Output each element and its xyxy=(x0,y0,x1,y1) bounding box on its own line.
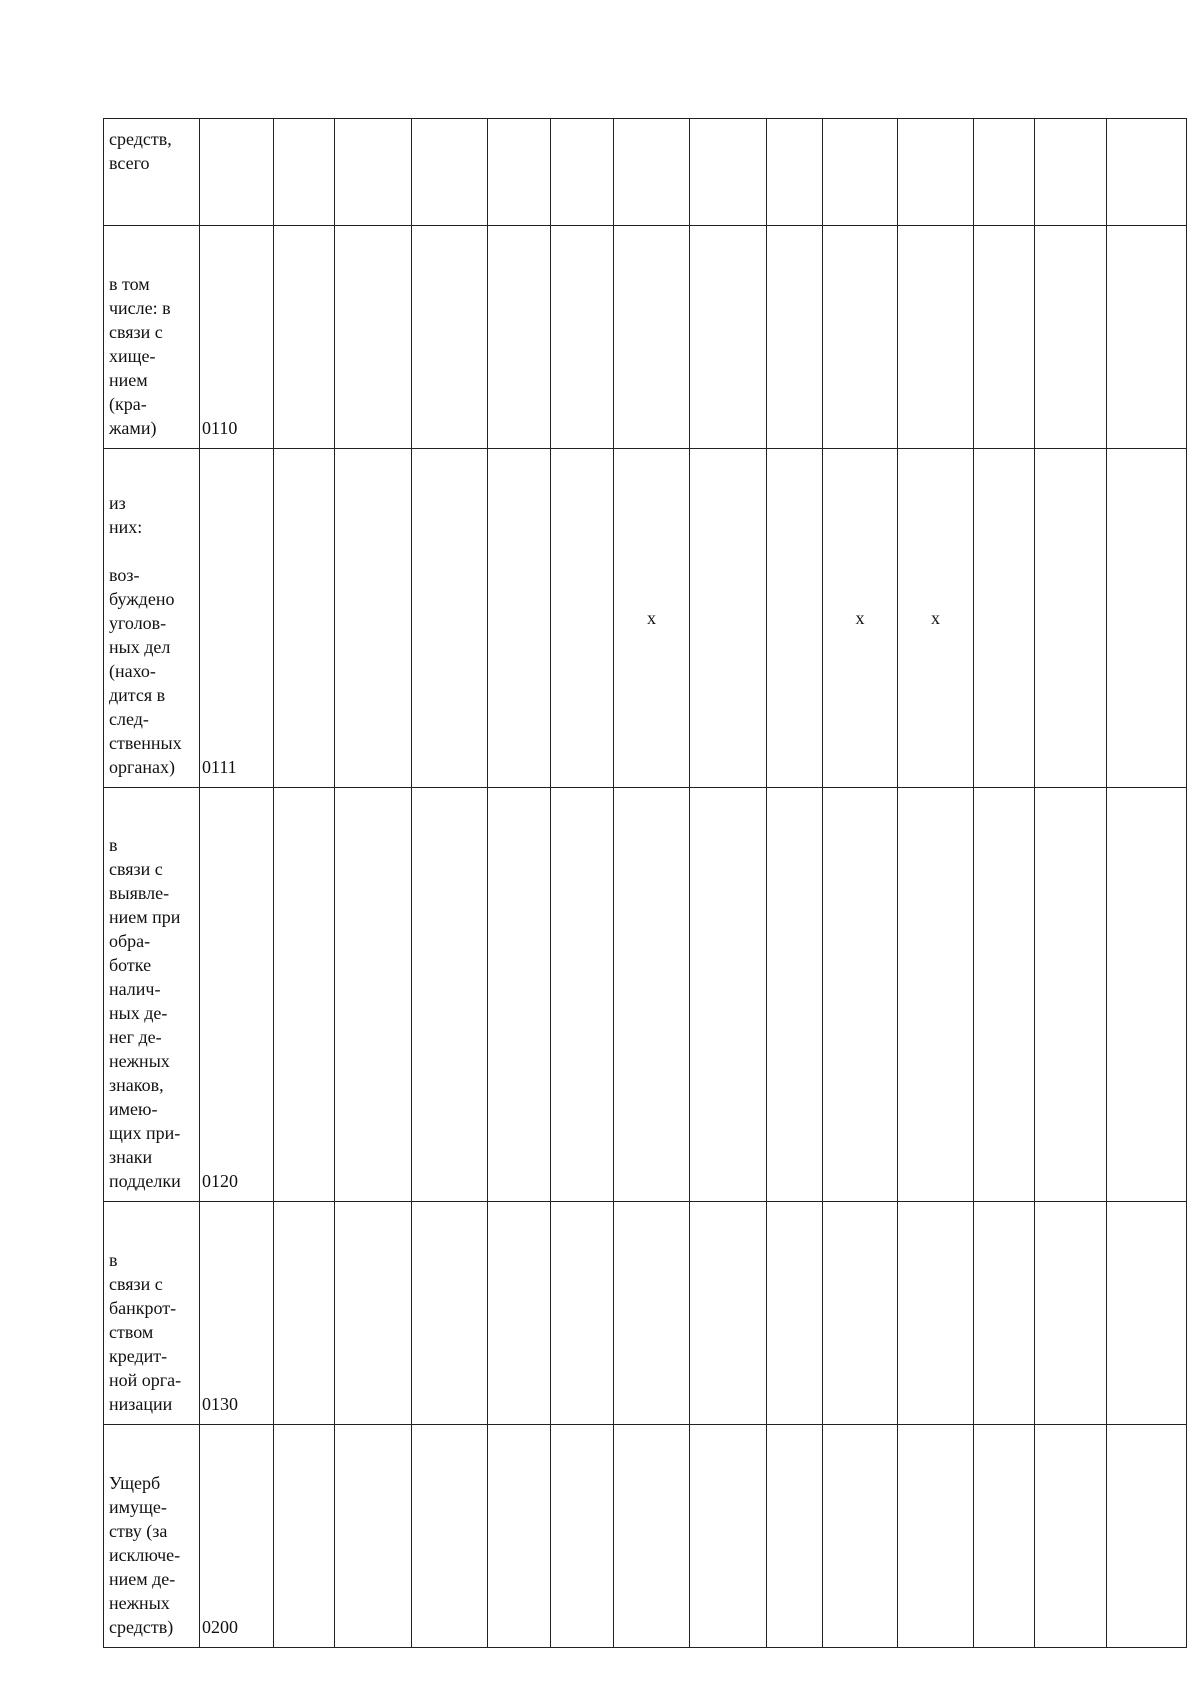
row-label: из них: воз- буждено уголов- ных дел (нахо- дится в след- ственных органах) xyxy=(104,449,200,788)
data-cell xyxy=(488,226,551,449)
data-cell xyxy=(767,119,823,226)
data-cell xyxy=(823,119,898,226)
data-cell xyxy=(690,1202,767,1425)
row-code: 0110 xyxy=(200,226,274,449)
row-label: Ущерб имуще- ству (за исключе- нием де- нежных средств) xyxy=(104,1425,200,1648)
data-cell xyxy=(690,226,767,449)
data-cell xyxy=(1035,226,1107,449)
data-cell xyxy=(274,449,335,788)
data-cell xyxy=(412,226,488,449)
row-code: 0111 xyxy=(200,449,274,788)
data-cell xyxy=(614,226,690,449)
table-row xyxy=(104,119,1187,226)
row-code: 0130 xyxy=(200,1202,274,1425)
data-cell xyxy=(1107,788,1187,1202)
data-cell xyxy=(898,226,974,449)
data-cell xyxy=(898,788,974,1202)
data-cell xyxy=(1035,788,1107,1202)
data-cell xyxy=(898,119,974,226)
data-cell xyxy=(690,788,767,1202)
data-cell xyxy=(767,1425,823,1648)
table-row xyxy=(104,449,1187,788)
data-cell xyxy=(412,449,488,788)
data-cell xyxy=(551,226,614,449)
data-cell xyxy=(614,1202,690,1425)
data-cell xyxy=(412,1425,488,1648)
data-cell xyxy=(1107,119,1187,226)
data-cell xyxy=(412,1202,488,1425)
row-code: 0200 xyxy=(200,1425,274,1648)
data-cell xyxy=(614,1425,690,1648)
data-cell xyxy=(335,119,412,226)
data-cell xyxy=(1107,1202,1187,1425)
cross-mark: x xyxy=(614,449,690,788)
data-cell xyxy=(1035,1202,1107,1425)
data-cell xyxy=(823,226,898,449)
row-label: в связи с выявле- нием при обра- ботке налич- ных де- нег де- нежных знаков, имею- щих при- знаки подделки xyxy=(104,788,200,1202)
data-cell xyxy=(551,788,614,1202)
data-cell xyxy=(551,1425,614,1648)
data-cell xyxy=(823,788,898,1202)
data-cell xyxy=(335,226,412,449)
data-cell xyxy=(767,449,823,788)
data-cell xyxy=(767,1202,823,1425)
data-cell xyxy=(1035,119,1107,226)
data-cell xyxy=(690,449,767,788)
data-cell xyxy=(1035,449,1107,788)
row-code: 0120 xyxy=(200,788,274,1202)
data-cell xyxy=(690,1425,767,1648)
data-cell xyxy=(1035,1425,1107,1648)
table-row xyxy=(104,226,1187,449)
data-cell xyxy=(551,1202,614,1425)
data-cell xyxy=(488,788,551,1202)
data-cell xyxy=(335,449,412,788)
row-code xyxy=(200,119,274,226)
cross-mark: x xyxy=(823,449,898,788)
data-cell xyxy=(690,119,767,226)
report-table xyxy=(103,118,1187,1648)
data-cell xyxy=(767,788,823,1202)
data-cell xyxy=(974,1425,1035,1648)
data-cell xyxy=(412,119,488,226)
data-cell xyxy=(274,1425,335,1648)
data-cell xyxy=(1107,1425,1187,1648)
table-row xyxy=(104,788,1187,1202)
data-cell xyxy=(335,1202,412,1425)
data-cell xyxy=(974,449,1035,788)
data-cell xyxy=(823,1425,898,1648)
data-cell xyxy=(488,1202,551,1425)
data-cell xyxy=(274,788,335,1202)
data-cell xyxy=(335,788,412,1202)
data-cell xyxy=(1107,449,1187,788)
data-cell xyxy=(974,1202,1035,1425)
data-cell xyxy=(274,119,335,226)
data-cell xyxy=(898,1202,974,1425)
data-cell xyxy=(974,119,1035,226)
cross-mark: x xyxy=(898,449,974,788)
data-cell xyxy=(488,119,551,226)
table-row xyxy=(104,1425,1187,1648)
data-cell xyxy=(898,1425,974,1648)
table-row xyxy=(104,1202,1187,1425)
data-cell xyxy=(488,1425,551,1648)
row-label: в том числе: в связи с хище- нием (кра- жами) xyxy=(104,226,200,449)
data-cell xyxy=(1107,226,1187,449)
data-cell xyxy=(974,788,1035,1202)
row-label: средств, всего xyxy=(104,119,200,226)
data-cell xyxy=(551,449,614,788)
data-cell xyxy=(614,788,690,1202)
data-cell xyxy=(767,226,823,449)
data-cell xyxy=(614,119,690,226)
data-cell xyxy=(335,1425,412,1648)
data-cell xyxy=(488,449,551,788)
data-cell xyxy=(974,226,1035,449)
data-cell xyxy=(823,1202,898,1425)
data-cell xyxy=(274,1202,335,1425)
data-cell xyxy=(412,788,488,1202)
row-label: в связи с банкрот- ством кредит- ной орга- низации xyxy=(104,1202,200,1425)
data-cell xyxy=(274,226,335,449)
data-cell xyxy=(551,119,614,226)
